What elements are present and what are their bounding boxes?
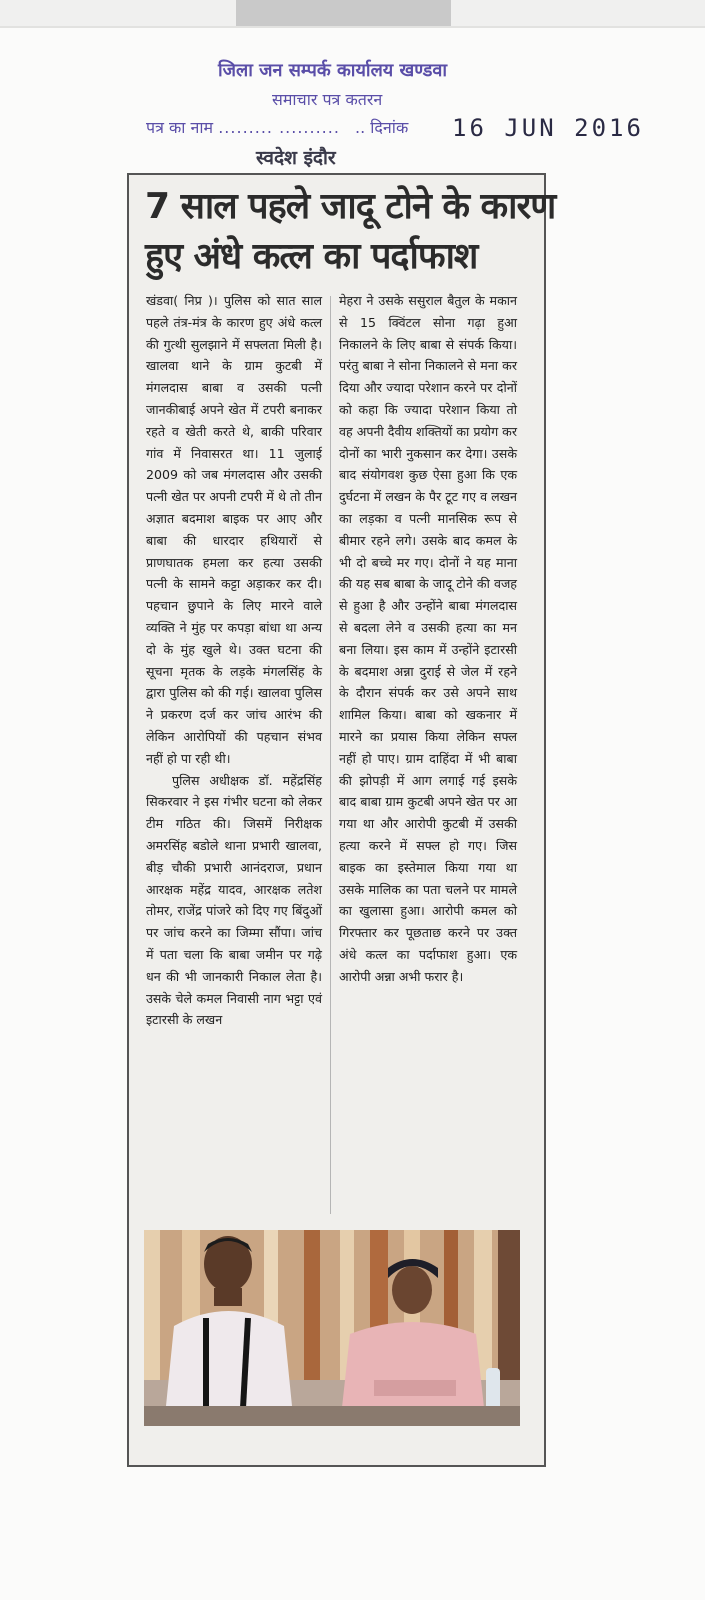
stamp-subtitle: समाचार पत्र कतरन (272, 90, 383, 109)
article-column-right (339, 290, 517, 988)
scan-edge-line (0, 26, 705, 28)
stamp-office-name: जिला जन सम्पर्क कार्यालय खण्डवा (218, 60, 448, 81)
article-paragraph: पुलिस अधीक्षक डॉ. महेंद्रसिंह सिकरवार ने इस गंभीर घटना को लेकर टीम गठित की। जिसमें निरीक्षक अमरसिंह बडोले थाना प्रभारी खालवा, बीड़ चौकी प्रभारी आनंदराज, प्रधान आरक्षक महेंद्र यादव, आरक्षक लतेश तोमर, राजेंद्र पांजरे को दिए गए बिंदुओं पर जांच करने का जिम्मा सौंपा। जांच में पता चला कि बाबा जमीन पर गढ़े धन की भी जानकारी निकाल लेता है। उसके चेले कमल निवासी नाग भट्टा एवं इटारसी के लखन (146, 772, 322, 1028)
stamp-name-row (146, 116, 408, 138)
water-bottle (486, 1368, 500, 1412)
photo-illustration (144, 1230, 520, 1426)
stamp-name-dots: ......... .......... (218, 118, 340, 137)
stamp-name-label: पत्र का नाम (146, 118, 214, 137)
headline-line-1: 7 साल पहले जादू टोने के कारण (145, 186, 556, 227)
column-divider (330, 296, 331, 1214)
article-paragraph: खंडवा( निप्र )। पुलिस को सात साल पहले तंत्र-मंत्र के कारण हुए अंधे कत्ल की गुत्थी सुलझाने में सफ्लता मिली है। खालवा थाने के ग्राम कुटबी में मंगलदास बाबा व उसकी पत्नी जानकीबाई अपने खेत में टपरी बनाकर रहते व खेती करते थे, बाकी परिवार गांव में निवासरत था। 11 जुलाई 2009 को जब मंगलदास और उसकी पत्नी खेत पर अपनी टपरी में थे तो तीन अज्ञात बदमाश बाइक पर आए और बाबा की धारदार हथियारों से प्राणघातक हमला कर हत्या उसकी पत्नी के सामने कट्टा अड़ाकर कर दी। पहचान छुपाने के लिए मारने वाले व्यक्ति ने मुंह पर कपड़ा बांधा था अन्य दो के मुंह खुले थे। उक्त घटना की सूचना मृतक के लड़के मंगलसिंह के द्वारा पुलिस को की गई। खालवा पुलिस ने प्रकरण दर्ज कर जांच आरंभ की लेकिन आरोपियों की पहचान संभव नहीं हो पा रही थी। (146, 293, 322, 766)
headline-line-2: हुए अंधे कत्ल का पर्दाफाश (145, 236, 478, 277)
newspaper-name: स्वदेश इंदौर (256, 147, 336, 169)
article-paragraph: मेहरा ने उसके ससुराल बैतुल के मकान से 15 क्विंटल सोना गढ़ा हुआ निकालने के लिए बाबा से संपर्क किया। परंतु बाबा ने सोना निकालने से मना कर दिया और ज्यादा परेशान करने पर दोनों को कहा कि ज्यादा परेशान किया तो वह अपनी दैवीय शक्तियों का प्रयोग कर दोनों का भारी नुकसान कर देगा। उसके बाद संयोगवश कुछ ऐसा हुआ कि एक दुर्घटना में लखन के पैर टूट गए व लखन का लड़का व पत्नी मानसिक रूप से बीमार रहने लगे। उसके बाद कमल के भी दो बच्चे मर गए। दोनों ने यह माना की यह सब बाबा के जादू टोने की वजह से हुआ है और उन्होंने बाबा मंगलदास से बदला लेने व उसकी हत्या का मन बना लिया। इस काम में उन्होंने इटारसी के बदमाश अन्ना दुराई से जेल में रहने के दौरान संपर्क कर उसे अपने साथ शामिल किया। बाबा को खकनार में मारने का प्रयास किया लेकिन सफ्ल नहीं हो पाए। ग्राम दाहिंदा में भी बाबा की झोपड़ी में आग लगाई गई इसके बाद बाबा ग्राम कुटबी अपने खेत पर आ गया था और आरोपी कुटबी में उसकी हत्या करने में सफ्ल हो गए। जिस बाइक का इस्तेमाल किया गया था उसके मालिक का पता चलने पर मामले का खुलासा हुआ। आरोपी कमल को गिरफ्तार कर पूछताछ करने पर उक्त अंधे कत्ल का पर्दाफाश हुआ। एक आरोपी अन्ना अभी फरार है। (339, 293, 517, 984)
table-edge (144, 1406, 520, 1426)
date-stamp: 16 JUN 2016 (452, 114, 644, 142)
press-conference-photo (144, 1230, 520, 1426)
scan-edge-tab (236, 0, 451, 26)
stamp-date-label: .. दिनांक (355, 118, 409, 137)
article-column-left (146, 290, 322, 1031)
